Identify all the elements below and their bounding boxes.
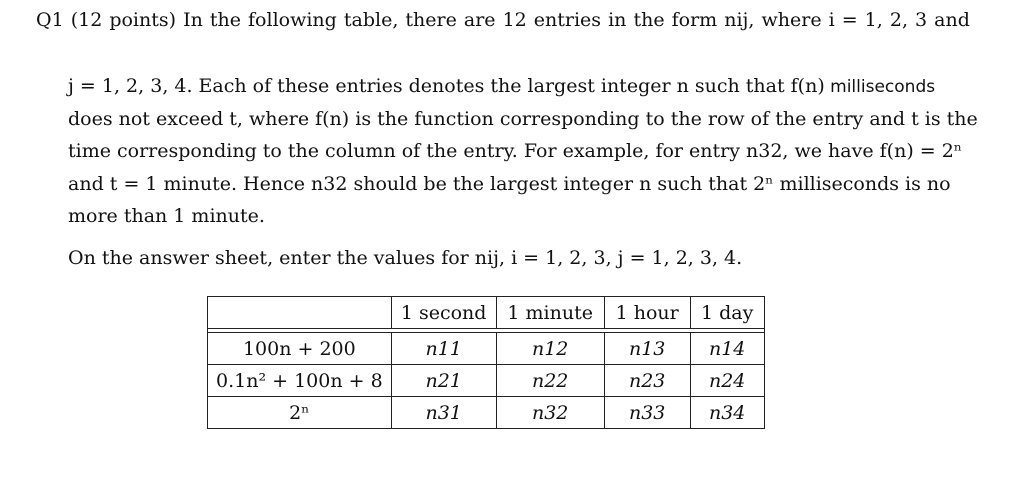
table-row [208, 333, 765, 365]
table-header-cell: 1 hour [604, 297, 690, 329]
question-line-1: Q1 (12 points) In the following table, there are 12 entries in the form nij, where i = 1, 2, 3 and [36, 9, 970, 31]
question-line-4: time corresponding to the column of the entry. For example, for entry n32, we have f(n) = 2ⁿ [68, 140, 963, 162]
table-cell: n24 [690, 365, 764, 397]
table-cell: n33 [604, 397, 690, 429]
question-line-2 [68, 74, 935, 99]
table-cell: n14 [690, 333, 764, 365]
table-cell: n12 [496, 333, 604, 365]
question-line-3: does not exceed t, where f(n) is the function corresponding to the row of the entry and t is the [68, 108, 978, 130]
entries-table [207, 296, 765, 429]
table-row [208, 365, 765, 397]
table-header-cell: 1 second [391, 297, 496, 329]
table-cell: n11 [391, 333, 496, 365]
instruction-line: On the answer sheet, enter the values for nij, i = 1, 2, 3, j = 1, 2, 3, 4. [68, 247, 743, 269]
row-function-cell: 100n + 200 [208, 333, 392, 365]
table-header-cell: 1 minute [496, 297, 604, 329]
question-line-2-sans: milliseconds [824, 77, 936, 97]
table-cell: n23 [604, 365, 690, 397]
table-cell: n13 [604, 333, 690, 365]
table-header-cell: 1 day [690, 297, 764, 329]
table-cell: n21 [391, 365, 496, 397]
question-line-5: and t = 1 minute. Hence n32 should be the largest integer n such that 2ⁿ milliseconds is no [68, 173, 951, 195]
table-header-cell [208, 297, 392, 329]
table-cell: n31 [391, 397, 496, 429]
row-function-cell: 2ⁿ [208, 397, 392, 429]
question-line-6: more than 1 minute. [68, 205, 265, 227]
table-cell: n34 [690, 397, 764, 429]
row-function-cell: 0.1n² + 100n + 8 [208, 365, 392, 397]
table-header-row [208, 297, 765, 329]
table-cell: n32 [496, 397, 604, 429]
table-cell: n22 [496, 365, 604, 397]
table-row [208, 397, 765, 429]
question-line-2-text: j = 1, 2, 3, 4. Each of these entries denotes the largest integer n such that f(n) [68, 75, 825, 97]
